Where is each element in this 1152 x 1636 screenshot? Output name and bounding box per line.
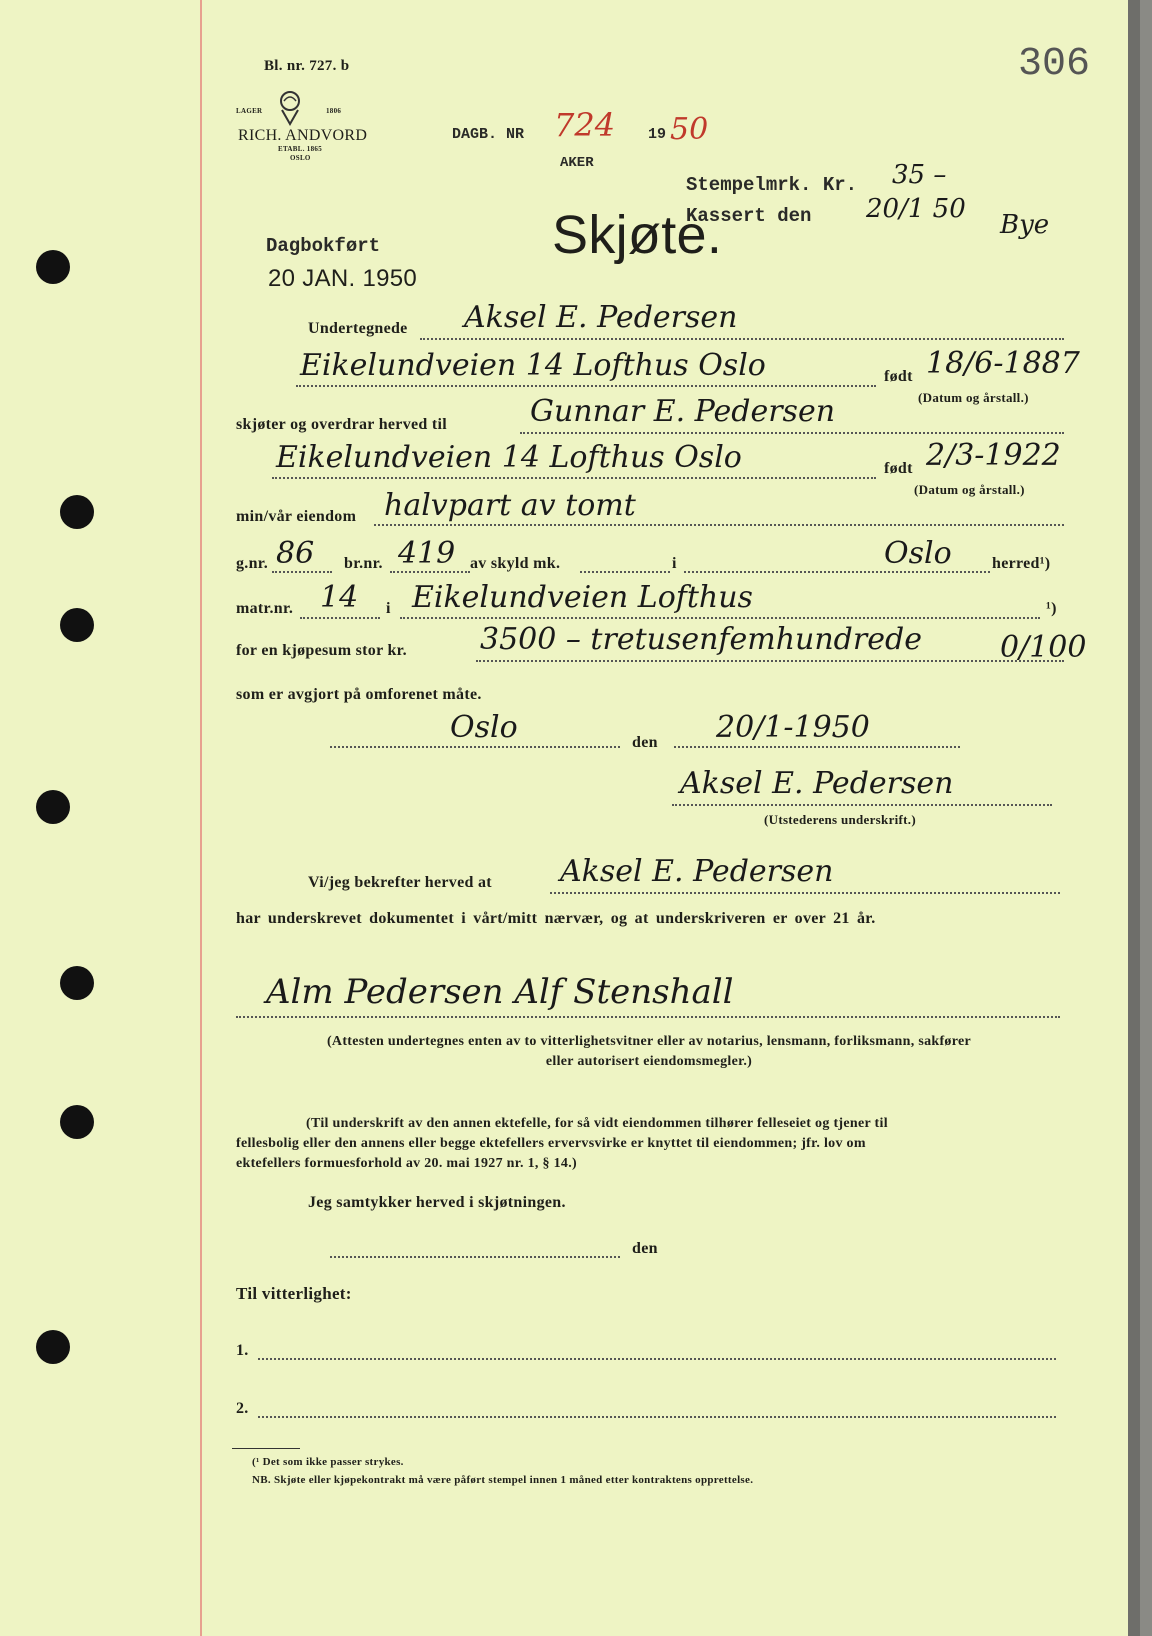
stempel-label: Stempelmrk. Kr.: [686, 174, 858, 196]
seller-born: 18/6-1887: [926, 346, 1080, 381]
dagbokfort-label: Dagbokført: [266, 235, 381, 257]
margin-line: [200, 0, 202, 1636]
footnote-2: NB. Skjøte eller kjøpekontrakt må være påført stempel innen 1 måned etter kontraktens opprettelse.: [252, 1474, 754, 1486]
matr-label: matr.nr.: [236, 600, 294, 617]
dagbok-number: 724: [554, 106, 616, 144]
publisher-name: RICH. ANDVORD: [238, 127, 368, 144]
matr-i-label: i: [386, 600, 391, 617]
place-value: Oslo: [450, 710, 518, 745]
seller-signature: Aksel E. Pedersen: [680, 766, 954, 801]
page-edge: [1128, 0, 1140, 1636]
dagbok-label: DAGB. NR: [452, 126, 525, 143]
confirmation-prefix: Vi/jeg bekrefter herved at: [308, 874, 492, 891]
kassert-label: Kassert den: [686, 205, 812, 227]
punch-hole: [36, 790, 70, 824]
kassert-date: 20/1 50: [866, 194, 966, 224]
kassert-sign: Bye: [1000, 210, 1050, 240]
punch-hole: [60, 495, 94, 529]
herred-label: herred¹): [992, 555, 1051, 572]
price-label: for en kjøpesum stor kr.: [236, 642, 407, 659]
dotted-line: [330, 746, 620, 748]
den-label: den: [632, 734, 658, 751]
skyld-label: av skyld mk.: [470, 555, 561, 572]
settled-text: som er avgjort på omforenet måte.: [236, 686, 482, 703]
publisher-established: ETABL. 1865: [278, 145, 323, 153]
buyer-born: 2/3-1922: [926, 438, 1061, 473]
attest-note-line1: (Attesten undertegnes enten av to vitterlighetsvitner eller av notarius, lensmann, forliksmann, sakfører: [326, 1034, 972, 1049]
buyer-fodt-label: født: [884, 460, 913, 477]
matr-value: 14: [320, 580, 359, 615]
vitterlighet-line1: [258, 1358, 1056, 1360]
confirmation-line2: har underskrevet dokumentet i vårt/mitt nærvær, og at underskriveren er over 21 år.: [236, 910, 876, 927]
dotted-line: [520, 432, 1064, 434]
bnr-label: br.nr.: [344, 555, 383, 572]
attest-note-line2: eller autorisert eiendomsmegler.): [545, 1054, 753, 1069]
seller-name: Aksel E. Pedersen: [464, 300, 738, 335]
stempel-amount: 35 –: [892, 160, 947, 190]
publisher-logo-icon: [268, 88, 312, 126]
dotted-line: [580, 571, 670, 573]
punch-hole: [36, 250, 70, 284]
date-value: 20/1-1950: [716, 710, 870, 745]
spouse-text-line3: ektefellers formuesforhold av 20. mai 1927 nr. 1, § 14.): [236, 1156, 577, 1171]
punch-hole: [60, 1105, 94, 1139]
buyer-address: Eikelundveien 14 Lofthus Oslo: [276, 440, 742, 475]
footnote-1: (¹ Det som ikke passer strykes.: [252, 1456, 404, 1468]
dagbokfort-date: 20 JAN. 1950: [268, 265, 418, 292]
buyer-datum-label: (Datum og årstall.): [914, 482, 1025, 497]
witness-signatures: Alm Pedersen Alf Stenshall: [266, 972, 734, 1012]
signature-label: (Utstederens underskrift.): [764, 812, 916, 827]
dotted-line: [684, 571, 990, 573]
dotted-line: [400, 617, 1040, 619]
gnr-label: g.nr.: [236, 555, 269, 572]
footnote-divider: [232, 1448, 300, 1449]
dotted-line: [272, 477, 876, 479]
publisher-city: OSLO: [290, 154, 311, 162]
gnr-value: 86: [276, 536, 315, 571]
dagbok-year-suffix: 50: [670, 112, 709, 147]
punch-hole: [60, 608, 94, 642]
confirmation-name: Aksel E. Pedersen: [560, 854, 834, 889]
matr-place: Eikelundveien Lofthus: [412, 580, 753, 615]
spouse-consent: Jeg samtykker herved i skjøtningen.: [308, 1194, 566, 1211]
undertegnede-label: Undertegnede: [308, 320, 408, 337]
page-number: 306: [1018, 42, 1091, 87]
herred-value: Oslo: [884, 536, 952, 571]
vitterlighet-label: Til vitterlighet:: [236, 1284, 352, 1303]
price-value: 3500 – tretusenfemhundrede: [480, 622, 922, 657]
dagbok-year-prefix: 19: [648, 126, 667, 143]
dotted-line: [330, 1256, 620, 1258]
dotted-line: [296, 385, 876, 387]
vitterlighet-line2-label: 2.: [236, 1400, 249, 1417]
vitterlighet-line1-label: 1.: [236, 1342, 249, 1359]
eiendom-label: min/vår eiendom: [236, 508, 357, 525]
skyld-i-label: i: [672, 555, 677, 572]
dotted-line: [300, 617, 380, 619]
vitterlighet-line2: [258, 1416, 1056, 1418]
seller-datum-label: (Datum og årstall.): [918, 390, 1029, 405]
dotted-line: [674, 746, 960, 748]
dotted-line: [374, 524, 1064, 526]
bnr-value: 419: [398, 536, 456, 571]
buyer-name: Gunnar E. Pedersen: [530, 394, 836, 429]
logo-text-left: LAGER: [236, 107, 263, 115]
spouse-text-line2: fellesbolig eller den annens eller begge ektefellers ervervsvirke er knyttet til eiendommen; jfr. lov om: [236, 1136, 866, 1151]
spouse-den-label: den: [632, 1240, 658, 1257]
spouse-text-line1: (Til underskrift av den annen ektefelle, for så vidt eiendommen tilhører felleseiet og tjener til: [306, 1116, 888, 1131]
dotted-line: [476, 660, 1064, 662]
seller-fodt-label: født: [884, 368, 913, 385]
dotted-line: [390, 571, 470, 573]
transfer-label: skjøter og overdrar herved til: [236, 416, 448, 433]
logo-text-right: 1806: [326, 107, 342, 115]
dotted-line: [672, 804, 1052, 806]
price-ore: 0/100: [1000, 630, 1087, 665]
punch-hole: [60, 966, 94, 1000]
dotted-line: [420, 338, 1064, 340]
punch-hole: [36, 1330, 70, 1364]
dagbok-place: AKER: [560, 155, 594, 171]
eiendom-value: halvpart av tomt: [384, 488, 636, 523]
form-number: Bl. nr. 727. b: [264, 58, 350, 74]
dotted-line: [236, 1016, 1060, 1018]
page-title: Skjøte.: [552, 205, 723, 265]
dotted-line: [550, 892, 1060, 894]
dotted-line: [272, 571, 332, 573]
matr-note: ¹): [1046, 600, 1057, 617]
seller-address: Eikelundveien 14 Lofthus Oslo: [300, 348, 766, 383]
